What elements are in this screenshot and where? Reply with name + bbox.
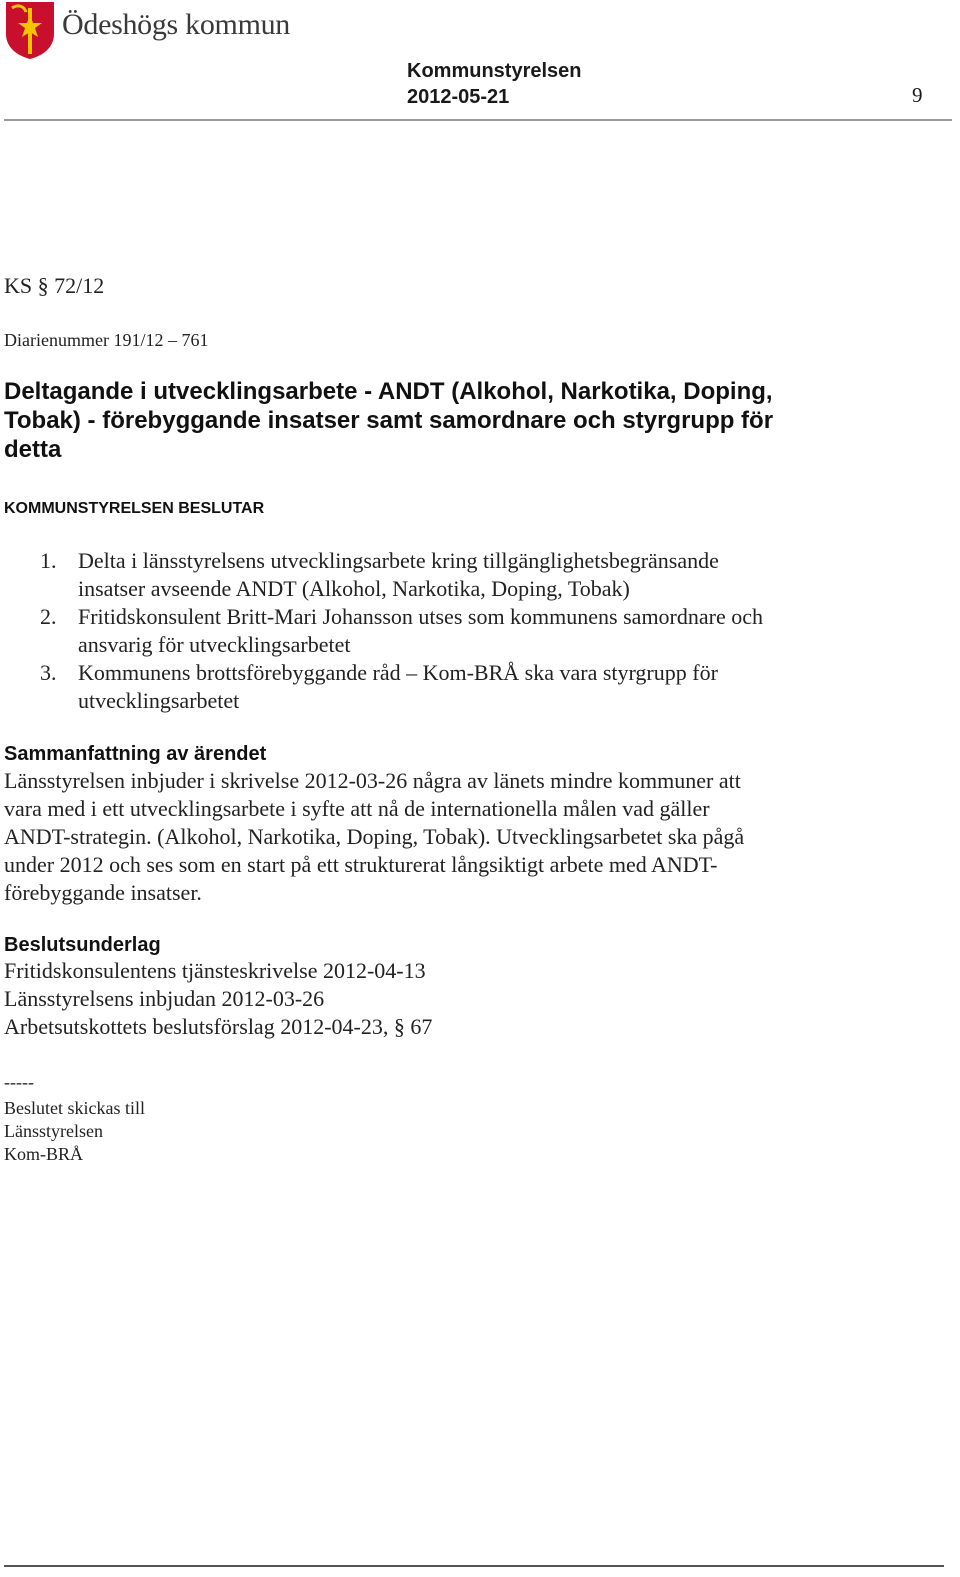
decision-heading: KOMMUNSTYRELSEN BESLUTAR [4, 500, 265, 517]
summary-heading: Sammanfattning av ärendet [4, 743, 267, 765]
decision-item-number: 1. [40, 548, 57, 573]
committee-name: Kommunstyrelsen [407, 60, 582, 82]
summary-text: Länsstyrelsen inbjuder i skrivelse 2012-03-26 några av länets mindre kommuner att vara med i ett utvecklingsarbete i syfte att nå de internationella målen vad gäller ANDT-strategin. (Alkohol, Narkotika, Doping, Tobak). Utvecklingsarbetet ska pågå under 2012 och ses som en start på ett strukturerat långsiktigt arbete med ANDT-förebyggande insatser. [4, 768, 745, 905]
meeting-date: 2012-05-21 [407, 86, 510, 108]
distribution-label: Beslutet skickas till [4, 1098, 145, 1118]
decision-item-text: Fritidskonsulent Britt-Mari Johansson utses som kommunens samordnare och ansvarig för utvecklingsarbetet [78, 604, 763, 657]
decision-item-number: 3. [40, 660, 57, 685]
organization-name: Ödeshögs kommun [62, 8, 291, 41]
header-meta [407, 58, 582, 110]
municipality-logo-icon [4, 0, 56, 60]
recipient-list [4, 1120, 103, 1166]
page-number: 9 [912, 83, 923, 107]
decision-item-text: Delta i länsstyrelsens utvecklingsarbete kring tillgänglighetsbegränsande insatser avseende ANDT (Alkohol, Narkotika, Doping, Tobak) [78, 548, 719, 601]
basis-item: Länsstyrelsens inbjudan 2012-03-26 [4, 986, 325, 1011]
basis-item: Arbetsutskottets beslutsförslag 2012-04-23, § 67 [4, 1014, 433, 1039]
basis-heading: Beslutsunderlag [4, 934, 161, 956]
basis-item: Fritidskonsulentens tjänsteskrivelse 2012-04-13 [4, 958, 426, 983]
decision-item [4, 659, 784, 715]
recipient-item: Länsstyrelsen [4, 1121, 103, 1141]
footer-divider [4, 1565, 944, 1567]
recipient-item: Kom-BRÅ [4, 1144, 84, 1164]
case-number: KS § 72/12 [4, 273, 105, 298]
diary-number: Diarienummer 191/12 – 761 [4, 330, 209, 350]
header-divider [4, 119, 952, 121]
page-header [0, 0, 960, 122]
distribution-separator: ----- [4, 1072, 34, 1092]
decision-item [4, 603, 784, 659]
decision-item-text: Kommunens brottsförebyggande råd – Kom-BRÅ ska vara styrgrupp för utvecklingsarbetet [78, 660, 718, 713]
decision-list [4, 547, 784, 715]
decision-item [4, 547, 784, 603]
case-title: Deltagande i utvecklingsarbete - ANDT (Alkohol, Narkotika, Doping, Tobak) - förebyggande insatser samt samordnare och styrgrupp för detta [4, 378, 774, 463]
basis-list [4, 957, 432, 1041]
decision-item-number: 2. [40, 604, 57, 629]
